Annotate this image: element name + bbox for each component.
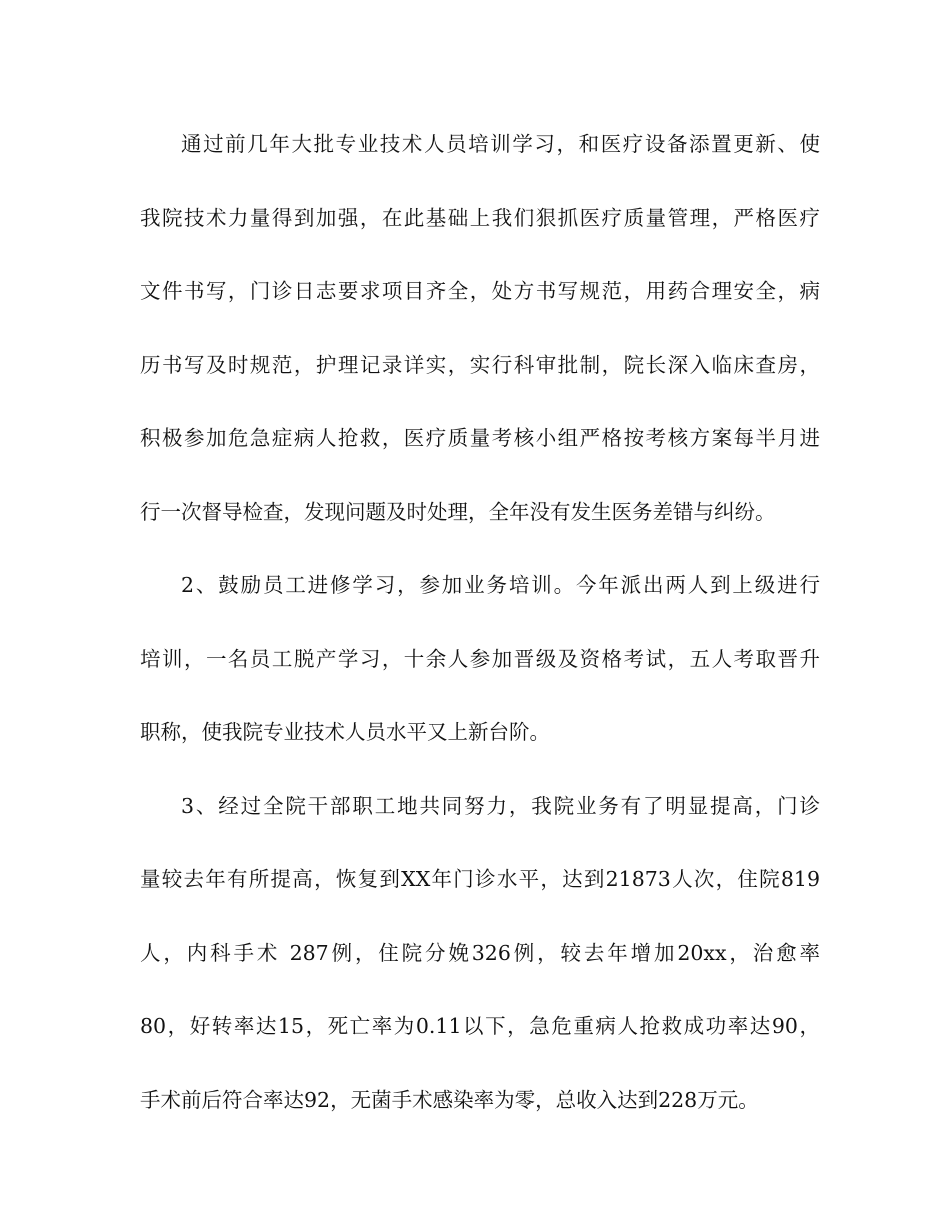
text-line: 量较去年有所提高，恢复到XX年门诊水平，达到21873人次，住院819 [140, 867, 820, 891]
paragraph-business-statistics [140, 786, 820, 1154]
text-line: 文件书写，门诊日志要求项目齐全，处方书写规范，用药合理安全，病 [140, 279, 820, 303]
text-line: 3、经过全院干部职工地共同努力，我院业务有了明显提高，门诊 [181, 793, 820, 818]
text-line: 历书写及时规范，护理记录详实，实行科审批制，院长深入临床查房， [140, 352, 820, 377]
text-line: 职称，使我院专业技术人员水平又上新台阶。 [140, 720, 550, 744]
document-body [140, 124, 820, 1153]
text-line: 通过前几年大批专业技术人员培训学习，和医疗设备添置更新、使 [181, 132, 820, 156]
paragraph-staff-training [140, 565, 820, 786]
text-line: 行一次督导检查，发现问题及时处理，全年没有发生医务差错与纠纷。 [140, 499, 776, 524]
text-line: 我院技术力量得到加强，在此基础上我们狠抓医疗质量管理，严格医疗 [140, 205, 820, 230]
text-line: 培训，一名员工脱产学习，十余人参加晋级及资格考试，五人考取晋升 [140, 646, 820, 671]
text-line: 积极参加危急症病人抢救，医疗质量考核小组严格按考核方案每半月进 [140, 426, 820, 450]
text-line: 人，内科手术 287例，住院分娩326例，较去年增加20xx，治愈率 [140, 940, 820, 965]
text-line: 80，好转率达15，死亡率为0.11以下，急危重病人抢救成功率达90， [140, 1014, 820, 1038]
text-line: 手术前后符合率达92，无菌手术感染率为零，总收入达到228万元。 [140, 1087, 759, 1112]
text-line: 2、鼓励员工进修学习，参加业务培训。今年派出两人到上级进行 [181, 573, 820, 597]
paragraph-quality-management [140, 124, 820, 565]
